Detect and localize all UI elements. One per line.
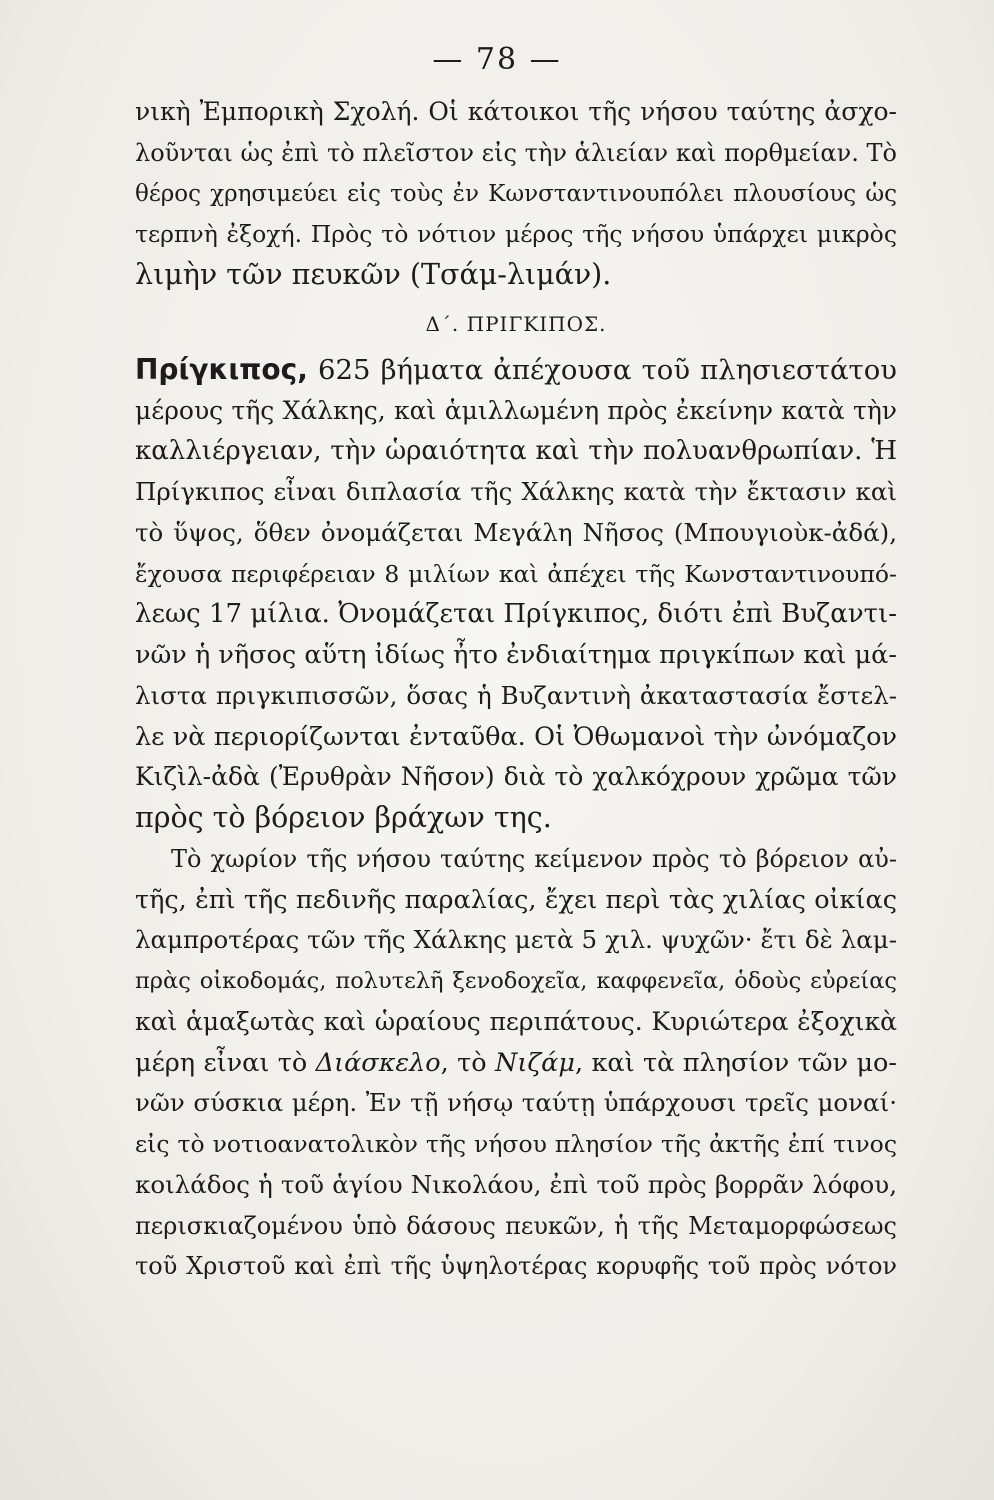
text-line: νῶν ἡ νῆσος αὕτη ἰδίως ἦτο ἐνδιαίτημα πριγκίπων καὶ μά- — [135, 640, 897, 670]
text-line: περισκιαζομένου ὑπὸ δάσους πευκῶν, ἡ τῆς Μεταμορφώσεως — [135, 1211, 897, 1240]
text-line: λε νὰ περιορίζωνται ἐνταῦθα. Οἱ Ὀθωμανοὶ τὴν ὠνόμαζον — [135, 721, 897, 752]
lead-word: Πρίγκιπος, — [135, 352, 308, 386]
paragraph-1 — [135, 92, 897, 296]
text-line — [135, 1043, 897, 1084]
page-number: — 78 — — [432, 42, 562, 77]
section-heading: Δ΄. ΠΡΙΓΚΙΠΟΣ. — [425, 311, 607, 336]
text-fragment: 625 βήματα ἀπέχουσα τοῦ πλησιεστάτου — [307, 353, 897, 386]
body-text — [135, 92, 897, 1287]
text-line: Κιζὶλ-ἀδὰ (Ἐρυθρὰν Νῆσον) διὰ τὸ χαλκόχρουν χρῶμα τῶν — [135, 762, 897, 792]
text-line: καὶ ἁμαξωτὰς καὶ ὡραίους περιπάτους. Κυριώτερα ἐξοχικὰ — [135, 1006, 897, 1036]
text-line: μέρους τῆς Χάλκης, καὶ ἁμιλλωμένη πρὸς ἐκείνην κατὰ τὴν — [135, 395, 897, 425]
text-line: λεως 17 μίλια. Ὀνομάζεται Πρίγκιπος, διότι ἐπὶ Βυζαντι- — [135, 599, 897, 630]
text-line: πρὸς τὸ βόρειον βράχων της. — [135, 801, 552, 834]
text-line: τερπνὴ ἐξοχή. Πρὸς τὸ νότιον μέρος τῆς νήσου ὑπάρχει μικρὸς — [135, 220, 897, 249]
paragraph-2 — [135, 350, 897, 839]
text-line: λιστα πριγκιπισσῶν, ὅσας ἡ Βυζαντινὴ ἀκαταστασία ἔστελ- — [135, 680, 897, 710]
text-fragment: , καὶ τὰ πλησίον τῶν μο- — [574, 1047, 897, 1078]
text-line: τὸ ὕψος, ὅθεν ὀνομάζεται Μεγάλη Νῆσος (Μπουγιοὺκ-ἀδά), — [135, 517, 897, 547]
paragraph-3 — [135, 839, 897, 1287]
text-fragment: , τὸ — [440, 1047, 496, 1078]
text-line: Τὸ χωρίον τῆς νήσου ταύτης κείμενον πρὸς τὸ βόρειον αὐ- — [171, 844, 897, 873]
text-line — [135, 350, 897, 391]
text-line: λοῦνται ὡς ἐπὶ τὸ πλεῖστον εἰς τὴν ἁλιείαν καὶ πορθμείαν. Τὸ — [135, 138, 897, 167]
place-name-italic: Διάσκελο — [315, 1047, 441, 1078]
text-line: νῶν σύσκια μέρη. Ἐν τῇ νήσῳ ταύτῃ ὑπάρχουσι τρεῖς μοναί· — [135, 1088, 897, 1118]
text-line: θέρος χρησιμεύει εἰς τοὺς ἐν Κωνσταντινουπόλει πλουσίους ὡς — [135, 180, 897, 207]
text-line: καλλιέργειαν, τὴν ὡραιότητα καὶ τὴν πολυανθρωπίαν. Ἡ — [135, 436, 897, 467]
text-line: λιμὴν τῶν πευκῶν (Τσάμ-λιμάν). — [135, 258, 612, 291]
text-line: κοιλάδος ἡ τοῦ ἁγίου Νικολάου, ἐπὶ τοῦ πρὸς βορρᾶν λόφου, — [135, 1169, 897, 1199]
text-fragment: μέρη εἶναι τὸ — [135, 1047, 316, 1078]
text-line: ἔχουσα περιφέρειαν 8 μιλίων καὶ ἀπέχει τῆς Κωνσταντινουπό- — [135, 559, 897, 588]
place-name-italic: Νιζάμ — [495, 1047, 575, 1078]
text-line: Πρίγκιπος εἶναι διπλασία τῆς Χάλκης κατὰ τὴν ἔκτασιν καὶ — [135, 477, 897, 506]
text-line: εἰς τὸ νοτιοανατολικὸν τῆς νήσου πλησίον τῆς ἀκτῆς ἐπί τινος — [135, 1130, 897, 1158]
text-line: λαμπροτέρας τῶν τῆς Χάλκης μετὰ 5 χιλ. ψυχῶν· ἔτι δὲ λαμ- — [135, 925, 897, 955]
text-line: πρὰς οἰκοδομάς, πολυτελῆ ξενοδοχεῖα, καφφενεῖα, ὁδοὺς εὐρείας — [135, 968, 897, 994]
text-line: τῆς, ἐπὶ τῆς πεδινῆς παραλίας, ἔχει περὶ τὰς χιλίας οἰκίας — [135, 884, 897, 915]
text-line: τοῦ Χριστοῦ καὶ ἐπὶ τῆς ὑψηλοτέρας κορυφῆς τοῦ πρὸς νότον — [135, 1252, 897, 1281]
text-line: νικὴ Ἐμπορικὴ Σχολή. Οἱ κάτοικοι τῆς νήσου ταύτης ἀσχο- — [135, 97, 897, 126]
